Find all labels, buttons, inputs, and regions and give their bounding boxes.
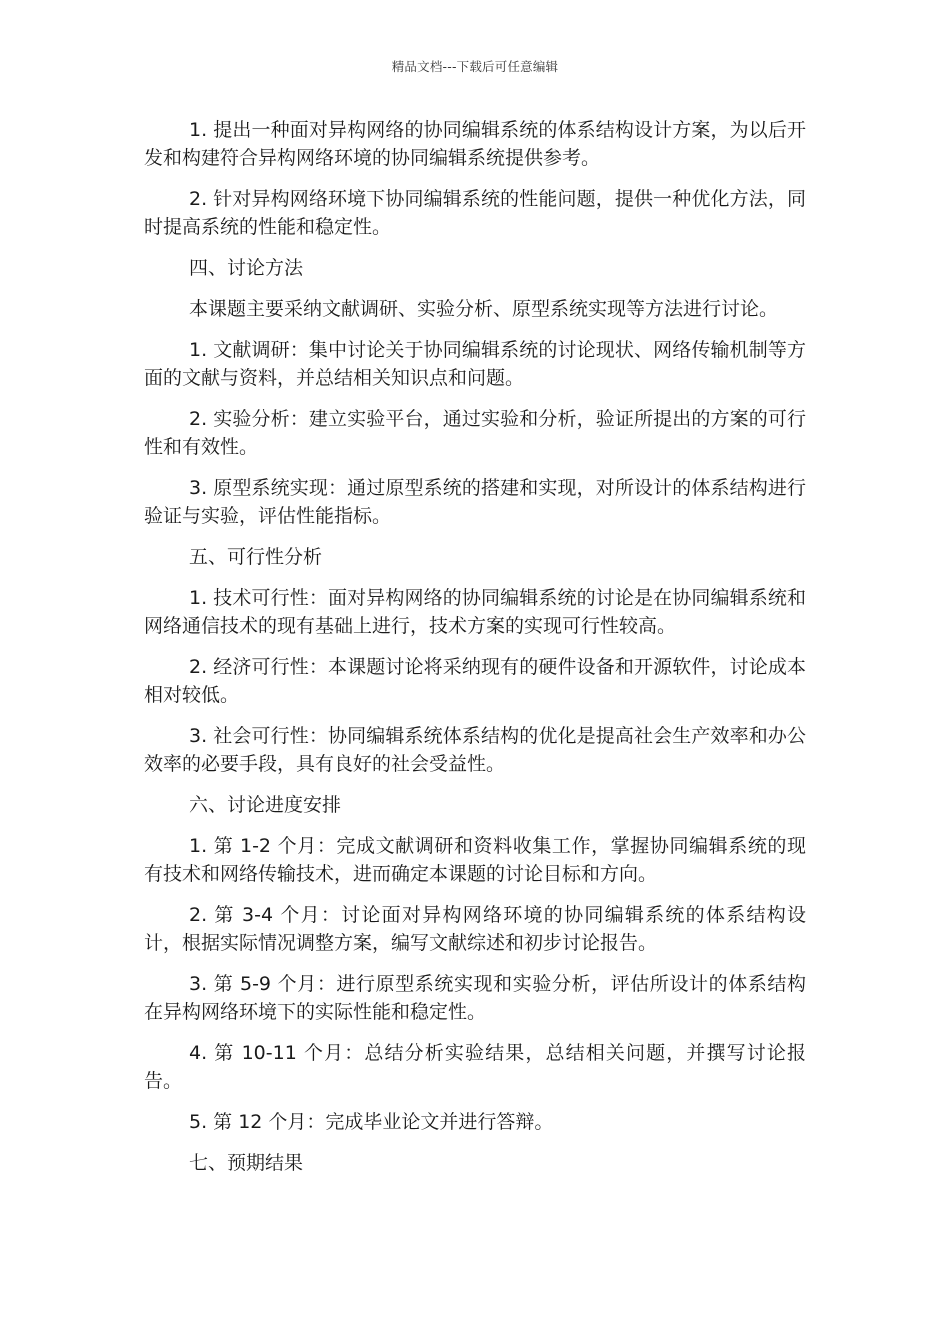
section-heading-feasibility: 五、可行性分析 xyxy=(189,546,323,568)
paragraph-schedule-4: 4. 第 10-11 个月：总结分析实验结果，总结相关问题，并撰写讨论报告。 xyxy=(144,1042,806,1092)
paragraph-methods-intro: 本课题主要采纳文献调研、实验分析、原型系统实现等方法进行讨论。 xyxy=(189,298,779,320)
paragraph-schedule-5: 5. 第 12 个月：完成毕业论文并进行答辩。 xyxy=(189,1111,554,1133)
document-body xyxy=(144,116,806,1190)
paragraph-schedule-1: 1. 第 1-2 个月：完成文献调研和资料收集工作，掌握协同编辑系统的现有技术和网络传输技术，进而确定本课题的讨论目标和方向。 xyxy=(144,835,806,885)
paragraph-goal-1: 1. 提出一种面对异构网络的协同编辑系统的体系结构设计方案，为以后开发和构建符合异构网络环境的协同编辑系统提供参考。 xyxy=(144,119,806,169)
section-heading-expected-results: 七、预期结果 xyxy=(189,1152,304,1174)
page-header: 精品文档---下载后可任意编辑 xyxy=(391,59,559,74)
paragraph-feasibility-3: 3. 社会可行性：协同编辑系统体系结构的优化是提高社会生产效率和办公效率的必要手段，具有良好的社会受益性。 xyxy=(144,725,806,775)
paragraph-feasibility-2: 2. 经济可行性：本课题讨论将采纳现有的硬件设备和开源软件，讨论成本相对较低。 xyxy=(144,656,806,706)
paragraph-schedule-2: 2. 第 3-4 个月：讨论面对异构网络环境的协同编辑系统的体系结构设计，根据实际情况调整方案，编写文献综述和初步讨论报告。 xyxy=(144,904,806,954)
paragraph-method-3: 3. 原型系统实现：通过原型系统的搭建和实现，对所设计的体系结构进行验证与实验，评估性能指标。 xyxy=(144,477,806,527)
paragraph-goal-2: 2. 针对异构网络环境下协同编辑系统的性能问题，提供一种优化方法，同时提高系统的性能和稳定性。 xyxy=(144,188,806,238)
paragraph-feasibility-1: 1. 技术可行性：面对异构网络的协同编辑系统的讨论是在协同编辑系统和网络通信技术的现有基础上进行，技术方案的实现可行性较高。 xyxy=(144,587,806,637)
section-heading-methods: 四、讨论方法 xyxy=(189,257,304,279)
paragraph-method-2: 2. 实验分析：建立实验平台，通过实验和分析，验证所提出的方案的可行性和有效性。 xyxy=(144,408,806,458)
paragraph-schedule-3: 3. 第 5-9 个月：进行原型系统实现和实验分析，评估所设计的体系结构在异构网络环境下的实际性能和稳定性。 xyxy=(144,973,806,1023)
section-heading-schedule: 六、讨论进度安排 xyxy=(189,794,342,816)
paragraph-method-1: 1. 文献调研：集中讨论关于协同编辑系统的讨论现状、网络传输机制等方面的文献与资料，并总结相关知识点和问题。 xyxy=(144,339,806,389)
